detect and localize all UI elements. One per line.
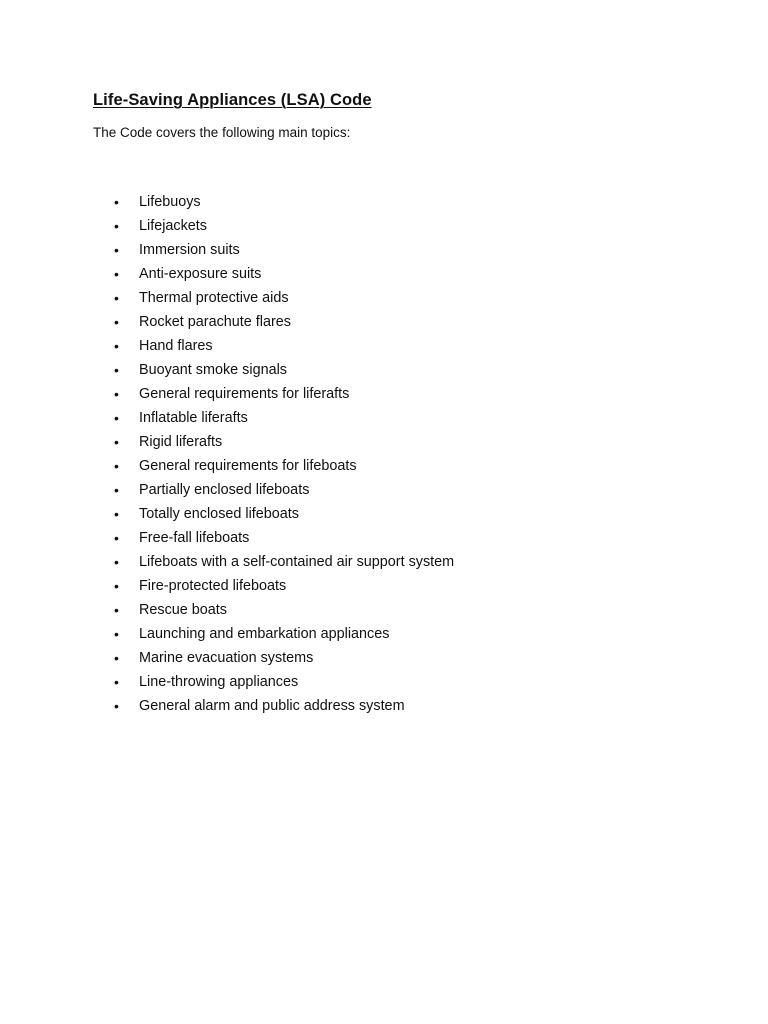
list-item-text: Rigid liferafts [139, 434, 223, 450]
list-item-text: Rescue boats [139, 602, 227, 618]
bullet-icon: • [114, 242, 119, 258]
bullet-icon: • [114, 650, 119, 666]
bullet-icon: • [114, 266, 119, 282]
list-item-text: Fire-protected lifeboats [139, 578, 287, 594]
bullet-icon: • [114, 218, 119, 234]
bullet-icon: • [114, 194, 119, 210]
list-item-text: Rocket parachute flares [139, 314, 291, 330]
bullet-icon: • [114, 362, 119, 378]
list-item-text: Launching and embarkation appliances [139, 626, 390, 642]
bullet-icon: • [114, 554, 119, 570]
list-item-text: Hand flares [139, 338, 213, 354]
bullet-icon: • [114, 674, 119, 690]
bullet-icon: • [114, 602, 119, 618]
list-item-text: Line-throwing appliances [139, 674, 299, 690]
list-item-text: Marine evacuation systems [139, 650, 314, 666]
bullet-icon: • [114, 506, 119, 522]
list-item-text: Free-fall lifeboats [139, 530, 250, 546]
bullet-icon: • [114, 530, 119, 546]
list-item-text: Inflatable liferafts [139, 410, 248, 426]
list-item-text: General requirements for liferafts [139, 386, 350, 402]
bullet-icon: • [114, 314, 119, 330]
list-item-text: General requirements for lifeboats [139, 458, 357, 474]
list-item-text: Lifeboats with a self-contained air support system [139, 554, 455, 570]
list-item-text: Immersion suits [139, 242, 240, 258]
list-item-text: Totally enclosed lifeboats [139, 506, 299, 522]
list-item-text: Thermal protective aids [139, 290, 289, 306]
list-item-text: Lifebuoys [139, 194, 201, 210]
bullet-icon: • [114, 698, 119, 714]
document-title: Life-Saving Appliances (LSA) Code [93, 91, 372, 109]
list-item-text: Buoyant smoke signals [139, 362, 287, 378]
bullet-icon: • [114, 434, 119, 450]
bullet-icon: • [114, 386, 119, 402]
bullet-icon: • [114, 338, 119, 354]
list-item-text: Lifejackets [139, 218, 207, 234]
bullet-icon: • [114, 458, 119, 474]
list-item-text: Partially enclosed lifeboats [139, 482, 310, 498]
bullet-icon: • [114, 482, 119, 498]
bullet-icon: • [114, 410, 119, 426]
bullet-icon: • [114, 578, 119, 594]
list-item-text: Anti-exposure suits [139, 266, 262, 282]
bullet-icon: • [114, 626, 119, 642]
intro-text: The Code covers the following main topics: [93, 125, 351, 140]
bullet-icon: • [114, 290, 119, 306]
list-item-text: General alarm and public address system [139, 698, 405, 714]
